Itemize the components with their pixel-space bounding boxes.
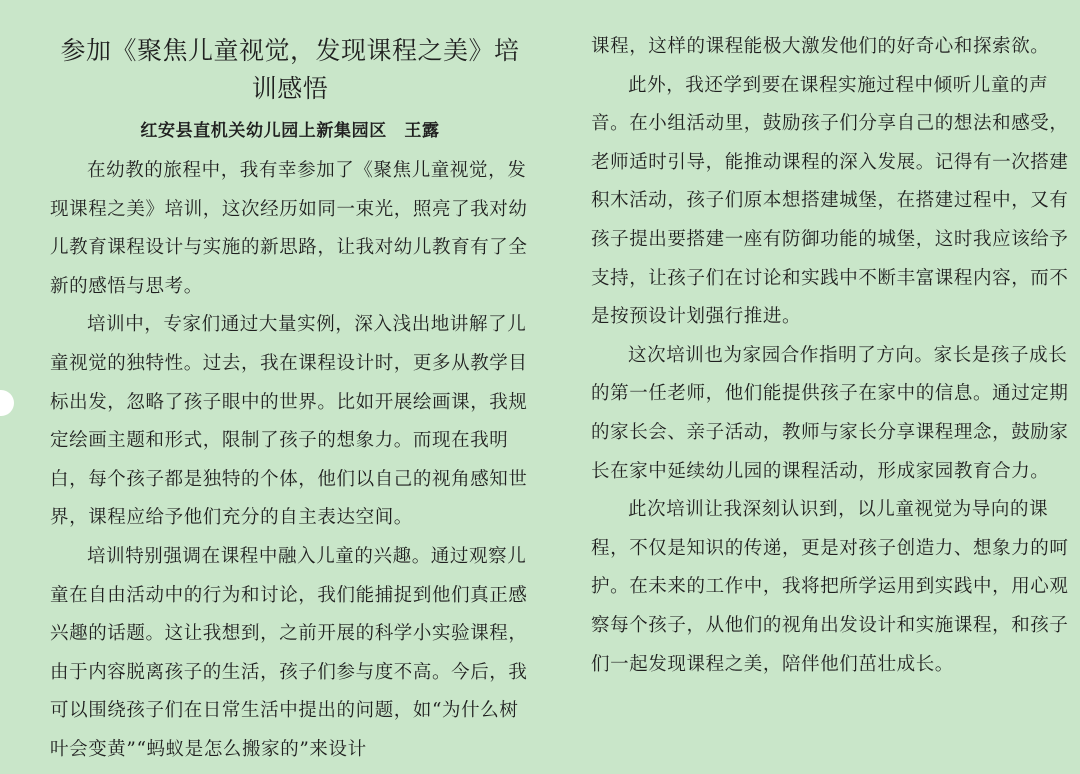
article-title: 参加《聚焦儿童视觉，发现课程之美》培训感悟 [60, 36, 520, 103]
paragraph: 培训特别强调在课程中融入儿童的兴趣。通过观察儿童在自由活动中的行为和讨论，我们能捕捉到他们真正感兴趣的话题。这让我想到，之前开展的科学小实验课程，由于内容脱离孩子的生活，孩子们参与度不高。今后，我可以围绕孩子们在日常生活中提出的问题，如“为什么树叶会变黄”“蚂蚁是怎么搬家的”来设计 [50, 545, 528, 760]
article-author: 红安县直机关幼儿园上新集园区 王露 [140, 121, 440, 141]
paragraph: 这次培训也为家园合作指明了方向。家长是孩子成长的第一任老师，他们能提供孩子在家中的信息。通过定期的家长会、亲子活动，教师与家长分享课程理念，鼓励家长在家中延续幼儿园的课程活动，形成家园教育合力。 [591, 344, 1069, 482]
paragraph: 此次培训让我深刻认识到，以儿童视觉为导向的课程，不仅是知识的传递，更是对孩子创造力、想象力的呵护。在未来的工作中，我将把所学运用到实践中，用心观察每个孩子，从他们的视角出发设计和实施课程，和孩子们一起发现课程之美，陪伴他们茁壮成长。 [591, 499, 1069, 675]
paragraph: 此外，我还学到要在课程实施过程中倾听儿童的声音。在小组活动里，鼓励孩子们分享自己的想法和感受，老师适时引导，能推动课程的深入发展。记得有一次搭建积木活动，孩子们原本想搭建城堡，在搭建过程中，又有孩子提出要搭建一座有防御功能的城堡，这时我应该给予支持，让孩子们在讨论和实践中不断丰富课程内容，而不是按预设计划强行推进。 [591, 74, 1069, 328]
left-column [50, 0, 530, 770]
paragraph: 培训中，专家们通过大量实例，深入浅出地讲解了儿童视觉的独特性。过去，我在课程设计时，更多从教学目标出发，忽略了孩子眼中的世界。比如开展绘画课，我规定绘画主题和形式，限制了孩子的想象力。而现在我明白，每个孩子都是独特的个体，他们以自己的视角感知世界，课程应给予他们充分的自主表达空间。 [50, 314, 528, 529]
right-column [591, 0, 1069, 684]
page-edge-circle [0, 390, 14, 416]
paragraph: 在幼教的旅程中，我有幸参加了《聚焦儿童视觉，发现课程之美》培训，这次经历如同一束光，照亮了我对幼儿教育课程设计与实施的新思路，让我对幼儿教育有了全新的感悟与思考。 [50, 160, 528, 297]
paragraph-continuation: 课程，这样的课程能极大激发他们的好奇心和探索欲。 [591, 36, 1050, 57]
